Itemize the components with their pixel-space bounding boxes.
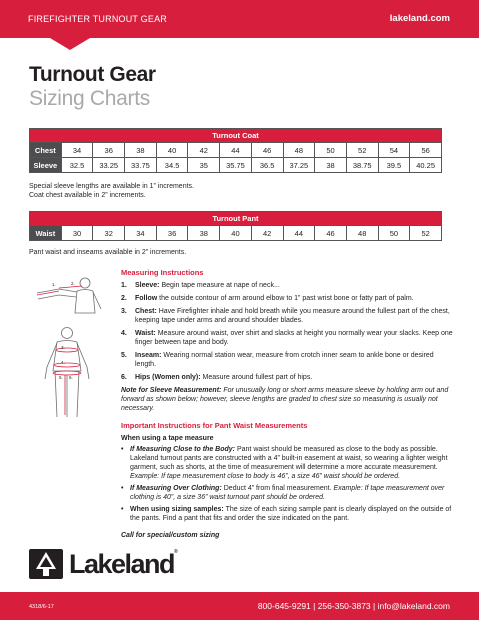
step-label: Sleeve: (135, 282, 160, 289)
bullet-label: If Measuring Close to the Body: (130, 446, 236, 453)
bullet-text: Deduct 4” from final measurement. (223, 485, 332, 492)
step-item (121, 373, 453, 382)
table-cell: 30 (61, 226, 93, 241)
step-label: Hips (Women only): (135, 374, 201, 381)
table-cell: 36 (156, 226, 188, 241)
figure-label: 2. (71, 281, 75, 286)
sleeve-note (121, 386, 453, 413)
table-cell: 56 (410, 143, 442, 158)
sleeve-note-label: Note for Sleeve Measurement: (121, 387, 222, 394)
table-cell: 34 (61, 143, 93, 158)
table-cell: 50 (378, 226, 410, 241)
turnout-pant-table (29, 211, 442, 241)
measurement-figure-illustration (29, 275, 113, 425)
header-notch (50, 38, 90, 50)
step-item (121, 351, 453, 369)
table-cell: 37.25 (283, 158, 315, 173)
bullet-label: When using sizing samples: (130, 506, 224, 513)
figure-label: 1. (52, 282, 56, 287)
table-row (30, 143, 442, 158)
bullet-dot-icon: • (121, 446, 124, 453)
row-label-waist: Waist (30, 226, 62, 241)
table-cell: 33.25 (93, 158, 125, 173)
pant-table-title: Turnout Pant (30, 212, 442, 226)
page-subtitle: Sizing Charts (29, 87, 150, 110)
table-cell: 40.25 (410, 158, 442, 173)
contact-info[interactable]: 800-645-9291 | 256-350-3873 | info@lakeland.com (257, 601, 450, 611)
bullet-example: Example: If tape measurement close to body is 46”, a size 46” waist should be ordered. (130, 473, 401, 480)
table-cell: 46 (315, 226, 347, 241)
bullet-text: The size of each sizing sample pant is clearly displayed on the outside of the pants. Find a pant that fits and order the size indicated on the pant. (130, 506, 452, 522)
measuring-instructions-heading: Measuring Instructions (121, 268, 204, 277)
tape-measure-subheading: When using a tape measure (121, 435, 214, 442)
bullet-dot-icon: • (121, 506, 124, 513)
header-bar (0, 0, 479, 38)
step-number: 4. (121, 330, 127, 337)
step-text: Measure around fullest part of hips. (202, 374, 313, 381)
table-cell: 35.75 (220, 158, 252, 173)
step-text: Begin tape measure at nape of neck... (161, 282, 280, 289)
table-cell: 52 (410, 226, 442, 241)
table-cell: 35 (188, 158, 220, 173)
step-label: Follow (135, 295, 158, 302)
table-cell: 52 (346, 143, 378, 158)
bullet-text: Pant waist should be measured as close to the body as possible. Lakeland turnout pants are constructed with a 4” built-in easement at waist, so wearing a lighter weight garment, such as shorts, at the time of measurement will determine a more accurate measurement. (130, 446, 448, 471)
step-item (121, 294, 453, 303)
table-cell: 38 (315, 158, 347, 173)
table-cell: 54 (378, 143, 410, 158)
table-cell: 32 (93, 226, 125, 241)
lakeland-tree-icon (29, 549, 63, 579)
table-cell: 48 (283, 143, 315, 158)
step-number: 1. (121, 282, 127, 289)
figure-label: 5. (59, 375, 63, 380)
coat-note: Coat chest available in 2” increments. (29, 192, 146, 199)
step-number: 6. (121, 374, 127, 381)
table-row (30, 226, 442, 241)
figure-label: 4. (61, 360, 65, 365)
table-cell: 39.5 (378, 158, 410, 173)
step-item (121, 307, 453, 325)
pant-note: Pant waist and inseams available in 2” increments. (29, 249, 187, 256)
table-cell: 34 (125, 226, 157, 241)
registered-mark: ® (174, 549, 177, 555)
footer-bar (0, 592, 479, 620)
instructions-panel (121, 268, 453, 540)
logo-name: Lakeland (69, 549, 175, 579)
step-label: Waist: (135, 330, 156, 337)
bullet-item (121, 484, 453, 502)
table-cell: 32.5 (61, 158, 93, 173)
step-item (121, 281, 453, 290)
figure-label: 6. (69, 375, 73, 380)
step-number: 3. (121, 308, 127, 315)
step-text: Wearing normal station wear, measure from crotch inner seam to ankle bone or desired length. (135, 352, 434, 368)
step-text: the outside contour of arm around elbow to 1” past wrist bone or fatty part of palm. (159, 295, 414, 302)
table-cell: 40 (220, 226, 252, 241)
table-row (30, 158, 442, 173)
document-code: 4318/6-17 (29, 604, 54, 610)
step-text: Have Firefighter inhale and hold breath while you measure around the fullest part of the chest, keeping tape under arms and around shoulder blades. (135, 308, 450, 324)
step-number: 2. (121, 295, 127, 302)
table-cell: 50 (315, 143, 347, 158)
table-cell: 44 (283, 226, 315, 241)
table-cell: 42 (188, 143, 220, 158)
table-cell: 34.5 (156, 158, 188, 173)
table-cell: 36.5 (251, 158, 283, 173)
header-category: FIREFIGHTER TURNOUT GEAR (28, 14, 167, 24)
header-website-link[interactable]: lakeland.com (389, 13, 450, 24)
row-label-chest: Chest (30, 143, 62, 158)
logo-wordmark (69, 549, 176, 580)
step-text: Measure around waist, over shirt and slacks at height you normally wear your slacks. Keep one finger between tape and body. (135, 330, 453, 346)
lakeland-logo (29, 549, 189, 579)
bullet-label: If Measuring Over Clothing: (130, 485, 222, 492)
coat-notes (29, 182, 194, 200)
table-cell: 36 (93, 143, 125, 158)
turnout-coat-table (29, 128, 442, 173)
table-cell: 40 (156, 143, 188, 158)
table-cell: 38 (188, 226, 220, 241)
coat-note: Special sleeve lengths are available in 1” increments. (29, 183, 194, 190)
custom-sizing-note: Call for special/custom sizing (121, 532, 220, 539)
bullet-dot-icon: • (121, 485, 124, 492)
step-number: 5. (121, 352, 127, 359)
table-cell: 44 (220, 143, 252, 158)
table-cell: 38.75 (346, 158, 378, 173)
pant-waist-heading: Important Instructions for Pant Waist Measurements (121, 421, 308, 430)
table-cell: 33.75 (125, 158, 157, 173)
table-cell: 38 (125, 143, 157, 158)
step-item (121, 329, 453, 347)
table-cell: 42 (251, 226, 283, 241)
step-label: Chest: (135, 308, 157, 315)
page-title: Turnout Gear (29, 63, 156, 86)
table-cell: 46 (251, 143, 283, 158)
table-cell: 48 (346, 226, 378, 241)
row-label-sleeve: Sleeve (30, 158, 62, 173)
step-label: Inseam: (135, 352, 162, 359)
bullet-example: Example: If tape measurement over clothing is 40”, a size 36” waist turnout pant should be ordered. (130, 485, 445, 501)
sleeve-note-text: For unusually long or short arms measure sleeve by holding arm out and forward as shown below; however, sleeve lengths are graded to chest size so measuring is usually not necessary. (121, 387, 449, 412)
coat-table-title: Turnout Coat (30, 129, 442, 143)
figure-label: 3. (61, 345, 65, 350)
bullet-item (121, 445, 453, 481)
bullet-item (121, 505, 453, 523)
